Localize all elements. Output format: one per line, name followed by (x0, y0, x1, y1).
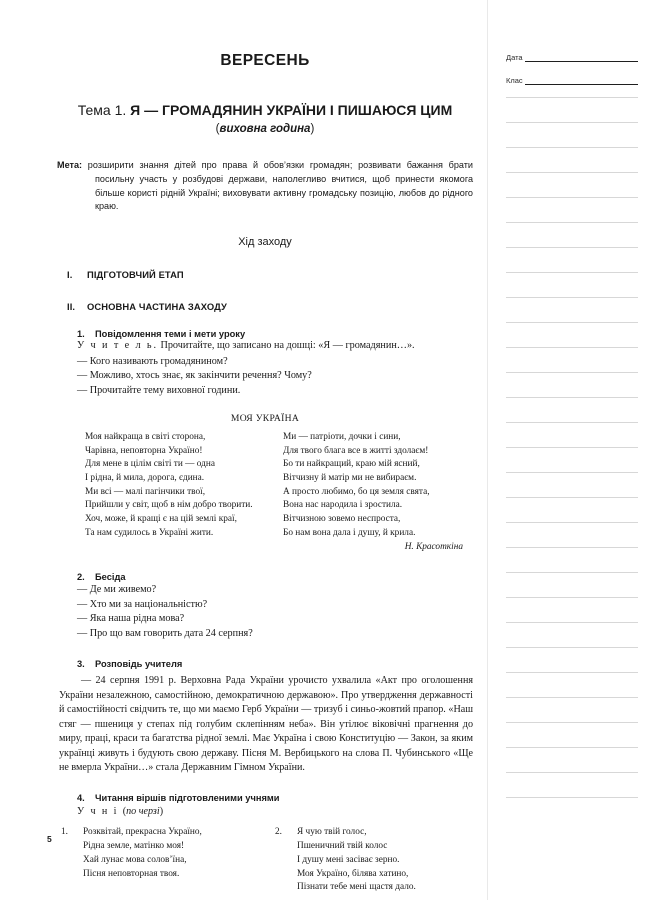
rule-line[interactable] (506, 572, 638, 573)
poem-line: Вона нас народила і зростила. (283, 500, 403, 511)
pupil-poem-columns (57, 826, 473, 896)
list-item: — Прочитайте тему виховної години. (77, 385, 241, 397)
rule-line[interactable] (506, 97, 638, 98)
rule-line[interactable] (506, 222, 638, 223)
ruled-lines (506, 97, 638, 822)
pupil-poem-line: Пшеничний твій колос (297, 840, 388, 851)
rule-line[interactable] (506, 797, 638, 798)
pupil-poem-line: Розквітай, прекрасна Україно, (83, 826, 202, 837)
subsection-title: Повідомлення теми і мети уроку (95, 329, 246, 340)
pupils-line (57, 806, 473, 817)
goal-text: розширити знання дітей про права й обов’язки громадян; розвивати бажання брати посильну участь у розбудові держави, наполегливо вчитися, щоб принести якомога більше користі рідній Україні; виховувати активну громадську позицію, любов до рідного краю. (82, 159, 473, 212)
topic-subtitle-text: виховна година (219, 122, 311, 135)
rule-line[interactable] (506, 772, 638, 773)
rule-line[interactable] (506, 272, 638, 273)
poem-line: Та нам судилось в Україні жити. (85, 527, 214, 538)
subsection-heading-2 (57, 572, 473, 582)
rule-line[interactable] (506, 747, 638, 748)
list-item: — Про що вам говорить дата 24 серпня? (77, 628, 253, 640)
rule-line[interactable] (506, 597, 638, 598)
poem-line: Моя найкраща в світі сторона, (85, 431, 206, 442)
rule-line[interactable] (506, 397, 638, 398)
rule-line[interactable] (506, 722, 638, 723)
subsection-number: 3. (77, 659, 85, 670)
list-item: — Де ми живемо? (77, 583, 157, 595)
poem-left-column (57, 431, 265, 555)
rule-line[interactable] (506, 497, 638, 498)
pupils-note-text: по черзі (126, 805, 160, 817)
rule-line[interactable] (506, 522, 638, 523)
class-label: Клас (506, 76, 523, 85)
topic-title-text: Я — ГРОМАДЯНИН УКРАЇНИ І ПИШАЮСЯ ЦИМ (130, 102, 453, 118)
poem-title: МОЯ УКРАЇНА (230, 412, 300, 424)
main-content (57, 0, 473, 895)
date-label: Дата (506, 53, 523, 62)
subsection-heading-1 (57, 329, 473, 339)
teacher-story-paragraph: — 24 серпня 1991 р. Верховна Рада України урочисто ухвалила «Акт про оголошення України незалежною, самостійною, демократичною державою». Про утвердження державності й самостійності свідчить те, що ми маємо Герб України — тризуб і синьо-жовтий прапор. «Наш стяг — пшениця у степах під голубим склепінням неба». Він утілює віковічні прагнення до миру, праці, краси та багатства рідної землі. Має Україна і свою Конституцію — Закон, за яким українці живуть і будують свою державу. Пісня М. Вербицького на слова П. Чубинського «Ще не вмерла України…» стала Державним Гімном України. (59, 675, 473, 774)
pupil-poem-line: Пізнати тебе мені щастя дало. (297, 882, 416, 893)
rule-line[interactable] (506, 547, 638, 548)
poem-line: Бо ти найкращий, краю мій ясний, (283, 459, 420, 470)
paren-open: ( (122, 805, 127, 817)
teacher-line (57, 339, 473, 353)
poem-line: Ми всі — малі пагінчики твої, (85, 486, 206, 497)
subsection-heading-4 (57, 793, 473, 803)
subsection-title: Читання віршів підготовленими учнями (95, 792, 280, 803)
poem-line: А просто любимо, бо ця земля свята, (283, 486, 430, 497)
subsection-title: Розповідь учителя (95, 659, 183, 670)
pupil-poem-1 (57, 826, 265, 896)
poem-right-column (265, 431, 473, 555)
stage-numeral: I. (67, 269, 73, 281)
topic-subtitle (57, 123, 473, 135)
pupil-poem-line: Моя Україно, білява хатино, (297, 868, 409, 879)
page-number: 5 (47, 834, 52, 844)
date-rule (525, 52, 638, 62)
poem-line: Ми — патріоти, дочки і сини, (283, 431, 401, 442)
rule-line[interactable] (506, 322, 638, 323)
pupil-poem-line: І душу мені засіває зерно. (297, 854, 400, 865)
pupils-label: У ч н і (77, 805, 123, 817)
poem-columns (57, 431, 473, 555)
stage-numeral: II. (67, 301, 76, 313)
section1-questions (57, 355, 473, 399)
subsection-number: 1. (77, 329, 85, 340)
subsection-number: 4. (77, 792, 85, 803)
subsection-heading-3 (57, 659, 473, 669)
poem-line: Бо нам вона дала і душу, й крила. (283, 527, 416, 538)
list-item: — Яка наша рідна мова? (77, 613, 185, 625)
class-rule (525, 75, 638, 85)
topic-heading (57, 102, 473, 120)
rule-line[interactable] (506, 172, 638, 173)
rule-line[interactable] (506, 697, 638, 698)
stage-item-2 (57, 301, 473, 312)
rule-line[interactable] (506, 247, 638, 248)
pupil-poem-number: 1. (61, 826, 68, 837)
rule-line[interactable] (506, 122, 638, 123)
paren-close: ) (310, 122, 315, 135)
rule-line[interactable] (506, 647, 638, 648)
course-heading: Хід заходу (238, 236, 292, 249)
list-item: — Кого називають громадянином? (77, 355, 228, 367)
pupil-poem-line: Рідна земле, матінко моя! (83, 840, 185, 851)
topic-number: Тема 1. (77, 102, 127, 118)
poem-line: Чарівна, неповторна Україно! (85, 445, 203, 456)
list-item: — Можливо, хтось знає, як закінчити речення? Чому? (77, 370, 312, 382)
paren-open: ( (215, 122, 220, 135)
section2-questions (57, 583, 473, 642)
goal-paragraph (57, 159, 473, 214)
pupil-poem-2 (265, 826, 473, 896)
rule-line[interactable] (506, 447, 638, 448)
pupil-poem-number: 2. (275, 826, 282, 837)
stage-title: ПІДГОТОВЧИЙ ЕТАП (87, 269, 184, 281)
poem-author: Н. Красоткіна (404, 542, 463, 553)
poem-line: Вітчизну й матір ми не вибираєм. (283, 472, 417, 483)
rule-line[interactable] (506, 347, 638, 348)
teacher-label: У ч и т е л ь. (77, 340, 158, 352)
rule-line[interactable] (506, 672, 638, 673)
poem-line: Хоч, може, й кращі є на цій землі краї, (85, 513, 237, 524)
stage-item-1 (57, 269, 473, 280)
goal-label: Мета: (57, 159, 83, 170)
poem-line: І рідна, й мила, дорога, єдина. (85, 472, 205, 483)
rule-line[interactable] (506, 297, 638, 298)
teacher-text: Прочитайте, що записано на дошці: «Я — громадянин…». (157, 340, 415, 352)
date-field[interactable] (506, 48, 638, 62)
poem-line: Прийшли у світ, щоб в нім добро творити. (85, 500, 253, 511)
notes-sidebar (487, 0, 650, 900)
pupil-poem-line: Я чую твій голос, (297, 826, 367, 837)
rule-line[interactable] (506, 472, 638, 473)
rule-line[interactable] (506, 422, 638, 423)
stage-title: ОСНОВНА ЧАСТИНА ЗАХОДУ (87, 301, 227, 313)
poem-line: Для мене в цілім світі ти — одна (85, 459, 215, 470)
rule-line[interactable] (506, 147, 638, 148)
rule-line[interactable] (506, 197, 638, 198)
subsection-title: Бесіда (95, 571, 126, 582)
rule-line[interactable] (506, 372, 638, 373)
pupil-poem-line: Пісня неповторная твоя. (83, 868, 180, 879)
poem-line: Для твого блага все в житті здолаєм! (283, 445, 429, 456)
poem-line: Вітчизною зовемо неспроста, (283, 513, 401, 524)
list-item: — Хто ми за національністю? (77, 598, 208, 610)
subsection-number: 2. (77, 571, 85, 582)
rule-line[interactable] (506, 622, 638, 623)
class-field[interactable] (506, 71, 638, 85)
paren-close: ) (159, 805, 164, 817)
month-title: ВЕРЕСЕНЬ (220, 52, 310, 69)
pupil-poem-line: Хай лунає мова солов’їна, (83, 854, 187, 865)
